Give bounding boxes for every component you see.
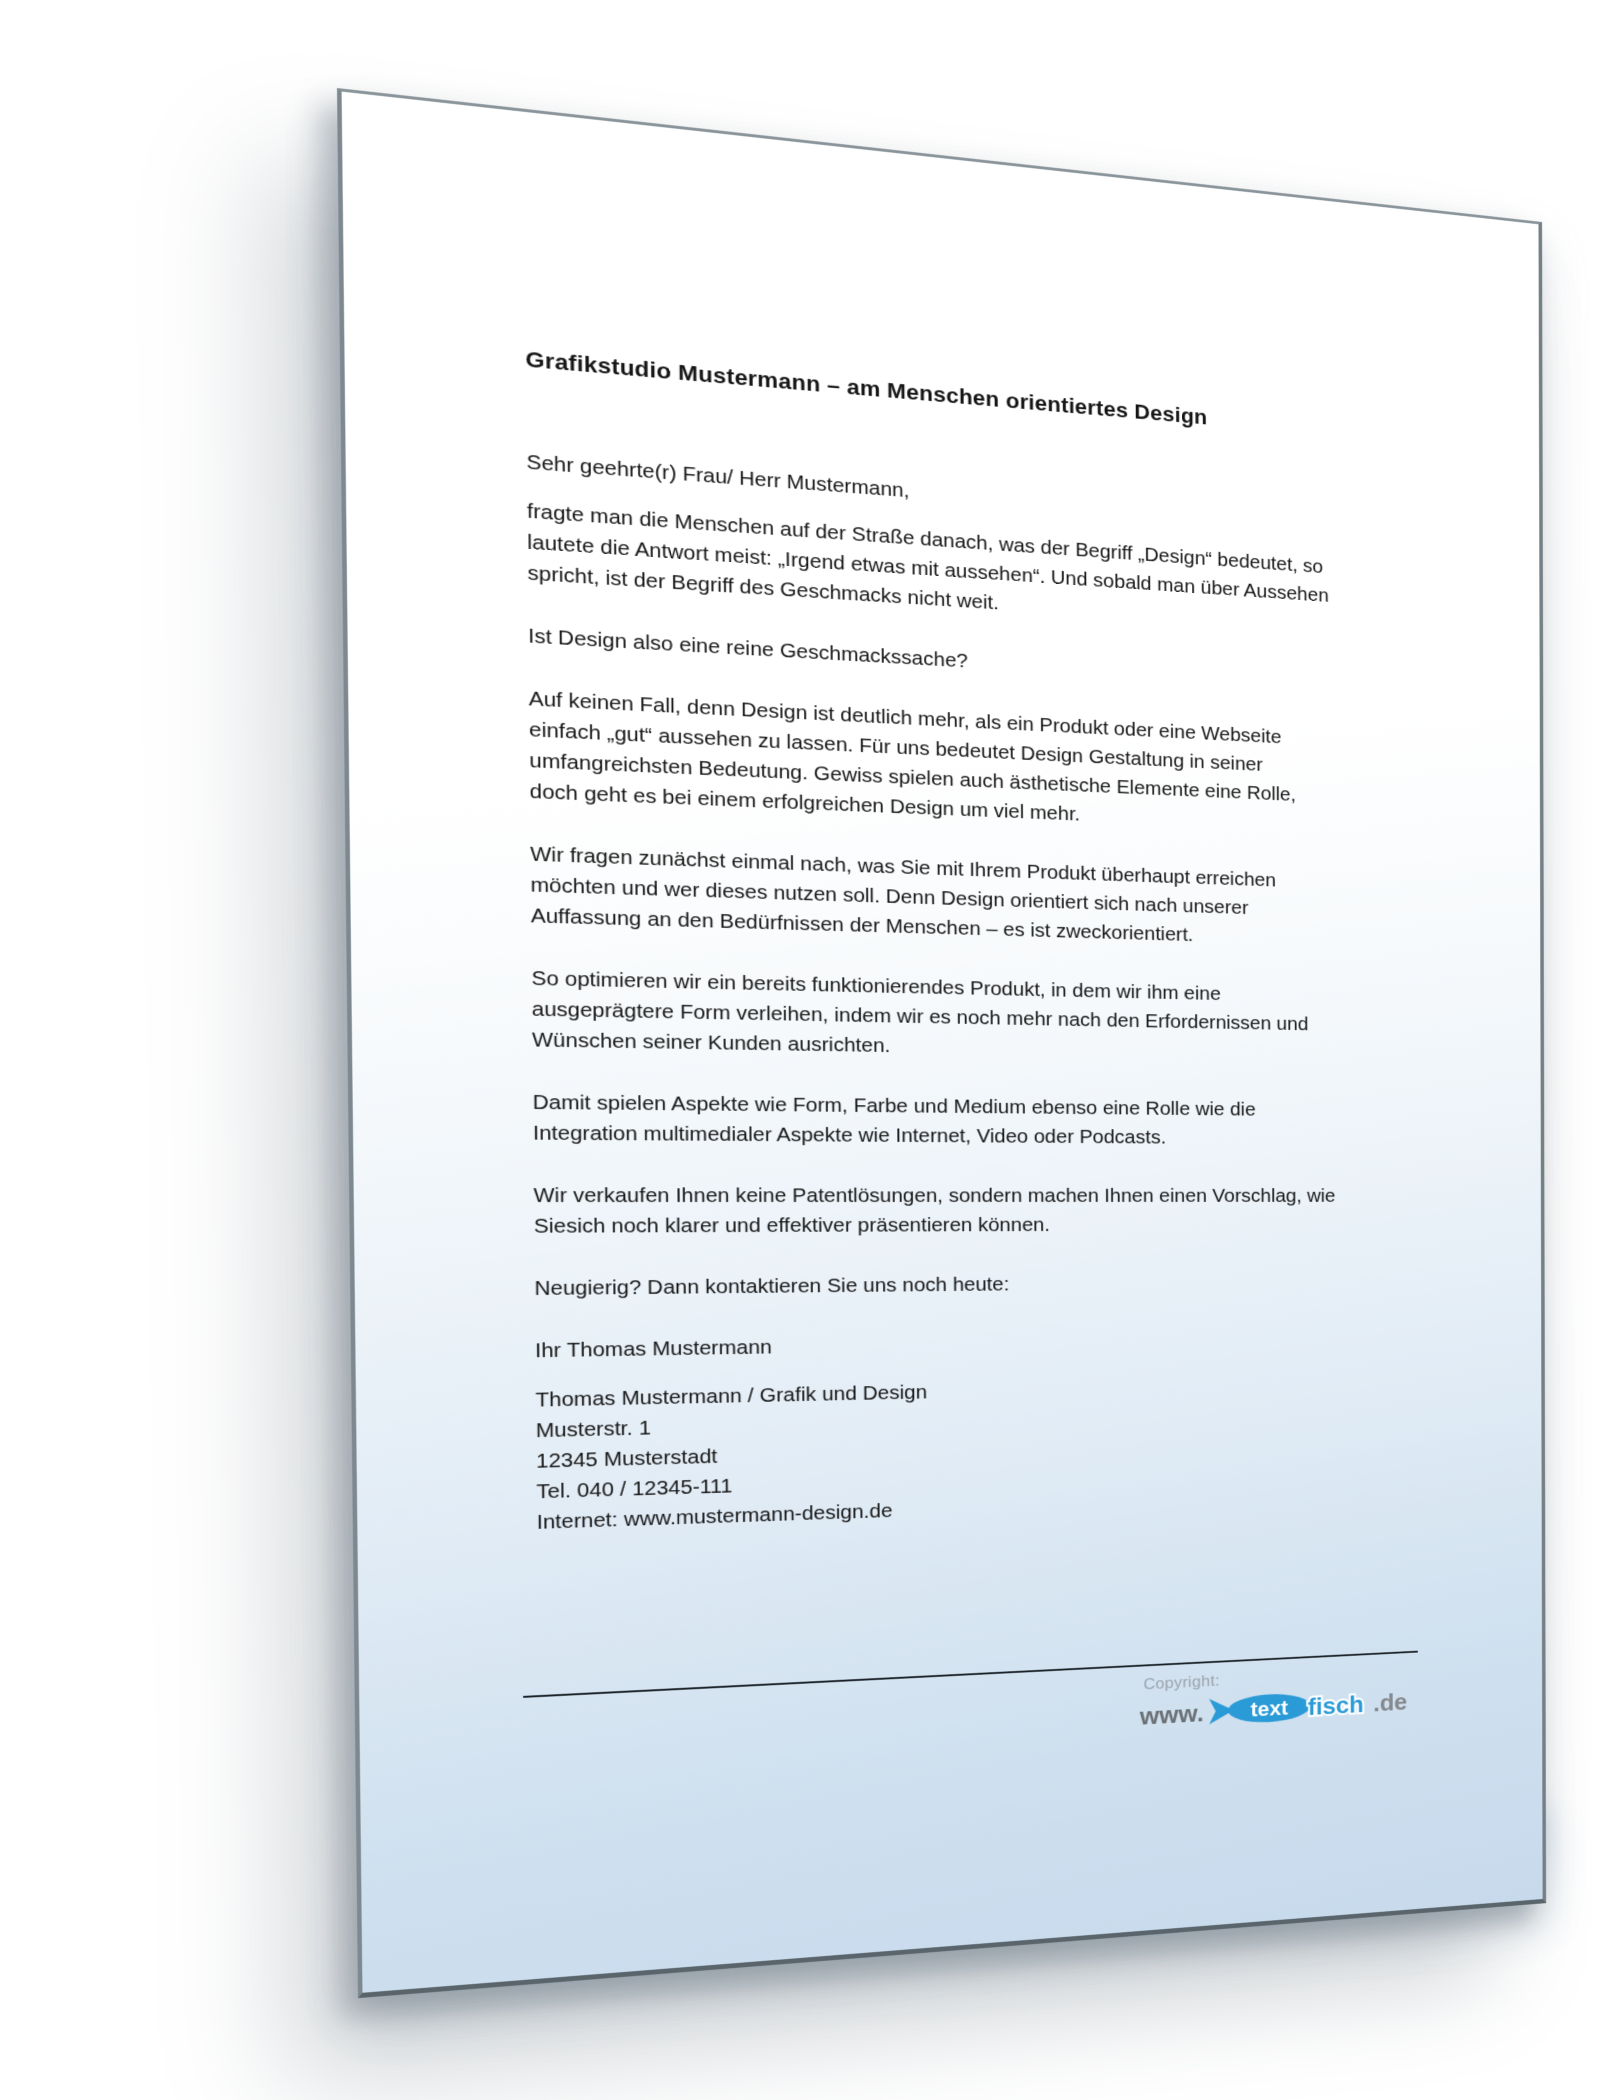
paragraph-answer: Auf keinen Fall, denn Design ist deutlich mehr, als ein Produkt oder eine Webseite einfach „gut“ aussehen zu lassen. Für uns bedeutet Design Gestaltung in seiner umfangreichsten Bedeutung. Gewiss spielen auch ästhetische Elemente eine Rolle, doch geht es bei einem erfolgreichen Design um viel mehr.	[528, 687, 1296, 826]
paragraph-optimize: So optimieren wir ein bereits funktionierendes Produkt, in dem wir ihm eine ausgeprägtere Form verleihen, indem wir es noch mehr nach den Erfordernissen und Wünschen seiner Kunden ausrichten.	[531, 967, 1309, 1057]
paragraph-cta: Neugierig? Dann kontaktieren Sie uns noch heute:	[534, 1273, 1010, 1300]
logo-www-text: www.	[1139, 1700, 1204, 1731]
logo-fish-word: text	[1250, 1696, 1289, 1722]
footer-brand-block	[1140, 1661, 1418, 1733]
footer	[538, 1661, 1418, 1768]
closing-line: Ihr Thomas Mustermann	[534, 1336, 772, 1363]
contact-block: Thomas Mustermann / Grafik und Design Musterstr. 1 12345 Musterstadt Tel. 040 / 12345-111 Internet: www.mustermann-design.de	[535, 1381, 928, 1534]
letter-subject: Grafikstudio Mustermann – am Menschen orientiertes Design	[525, 346, 1208, 430]
logo-tld-text: .de	[1373, 1689, 1408, 1718]
logo-fisch-text: fisch	[1307, 1692, 1364, 1722]
paragraph-offer: Wir verkaufen Ihnen keine Patentlösungen, sondern machen Ihnen einen Vorschlag, wie Siesich noch klarer und effektiver präsentieren können.	[533, 1184, 1336, 1238]
copyright-label: Copyright:	[1143, 1671, 1220, 1694]
letter-page	[337, 88, 1546, 1998]
paragraph-question: Ist Design also eine reine Geschmackssache?	[528, 624, 968, 673]
paragraph-approach: Wir fragen zunächst einmal nach, was Sie mit Ihrem Produkt überhaupt erreichen möchten und wer dieses nutzen soll. Denn Design orientiert sich nach unserer Auffassung an den Bedürfnissen der Menschen – es ist zweckorientiert.	[530, 842, 1276, 946]
salutation: Sehr geehrte(r) Frau/ Herr Mustermann,	[526, 450, 910, 503]
paragraph-aspects: Damit spielen Aspekte wie Form, Farbe und Medium ebenso eine Rolle wie die Integration multimedialer Aspekte wie Internet, Video oder Podcasts.	[532, 1091, 1256, 1149]
paragraph-intro: fragte man die Menschen auf der Straße danach, was der Begriff „Design“ bedeutet, so lautete die Antwort meist: „Irgend etwas mit aussehen“. Und sobald man über Aussehen spricht, ist der Begriff des Geschmacks nicht weit.	[526, 499, 1329, 615]
